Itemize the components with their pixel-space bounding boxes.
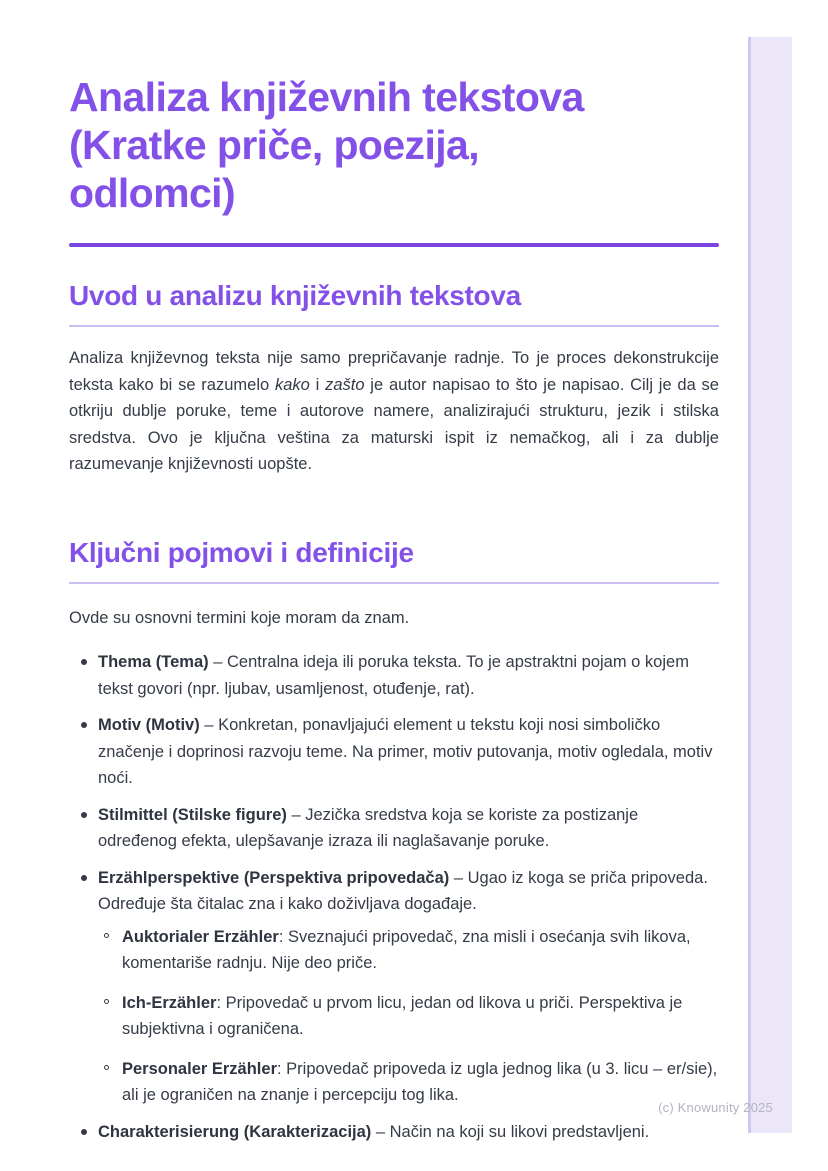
bullet-icon [81,812,87,818]
term-label: Thema (Tema) [98,653,209,671]
list-item-charakterisierung [69,1119,719,1146]
title-divider [69,243,719,247]
list-item-motiv [69,712,719,792]
term-separator: – [286,805,306,824]
paragraph-italic: zašto [325,375,365,394]
paragraph-italic: kako [274,375,310,394]
subterm-separator: : [278,927,288,946]
section-heading-kljucni-pojmovi: Ključni pojmovi i definicije [69,536,414,568]
term-definition: Centralna ideja ili poruka teksta. To je apstraktni pojam o kojem tekst govori (npr. ljubav, usamljenost, otuđenje, rat). [98,653,689,698]
list-item-thema [69,649,719,702]
term-separator: – [371,1122,390,1141]
side-accent-bar [748,37,792,1133]
paragraph-text: i [309,375,326,394]
list-item-erzaehlperspektive [69,865,719,1109]
term-separator: – [208,653,227,671]
circle-bullet-icon [104,933,109,938]
term-separator: – [199,716,219,734]
document-content [69,0,719,1145]
section-divider-uvod [69,325,719,327]
term-definition: Jezička sredstva koja se koriste za postizanje određenog efekta, ulepšavanje izraza ili naglašavanje poruke. [98,805,639,850]
circle-bullet-icon [104,1065,109,1070]
section-divider-kljucni-pojmovi [69,582,719,584]
sublist-item-ich-erzaehler [98,990,719,1043]
subterm-separator: : [216,993,226,1012]
bullet-icon [81,722,87,728]
term-label: Erzählperspektive (Perspektiva pripovedača) [98,868,450,887]
bullet-icon [81,1129,87,1135]
term-definition: Način na koji su likovi predstavljeni. [389,1122,650,1141]
paragraph-text: je autor napisao to što je napisao. Cilj je da se otkriju dublje poruke, teme i autorove namere, analizirajući strukturu, jezik i stilska sredstva. Ovo je ključna veština za maturski ispit iz nemačkog, ali i za dublje razumevanje književnosti uopšte. [69,375,719,473]
perspective-sublist [98,924,719,1109]
subterm-label: Ich-Erzähler [122,993,217,1012]
subterm-separator: : [277,1059,287,1078]
bullet-icon [81,659,87,665]
term-definition: Ugao iz koga se priča pripoveda. Određuje šta čitalac zna i kako doživljava događaje. [98,868,708,913]
term-label: Motiv (Motiv) [98,716,200,734]
term-label: Charakterisierung (Karakterizacija) [98,1122,372,1141]
subterm-definition: Pripovedač pripoveda iz ugla jednog lika (u 3. licu – er/sie), ali je ograničen na znanje i percepciju tog lika. [122,1059,718,1104]
list-item-stilmittel [69,802,719,855]
copyright: (c) Knowunity 2025 [658,1100,773,1115]
terms-list [69,649,719,1145]
circle-bullet-icon [104,999,109,1004]
page-title [69,0,719,217]
subterm-definition: Pripovedač u prvom licu, jedan od likova u priči. Perspektiva je subjektivna i ograničena. [122,993,683,1038]
term-separator: – [449,868,468,887]
subterm-definition: Sveznajući pripovedač, zna misli i osećanja svih likova, komentariše radnju. Nije deo priče. [122,927,691,972]
term-label: Stilmittel (Stilske figure) [98,805,287,824]
intro-paragraph [69,345,719,478]
sublist-item-auktorialer [98,924,719,977]
sublist-item-personaler [98,1056,719,1109]
paragraph-text: Analiza književnog teksta nije samo prepričavanje radnje. To je proces dekonstrukcije teksta kako bi se razumelo [69,349,719,394]
subterm-label: Personaler Erzähler [122,1059,277,1078]
section-heading-uvod: Uvod u analizu književnih tekstova [69,280,521,311]
page-title-line: Analiza književnih tekstova [69,74,584,120]
terms-intro: Ovde su osnovni termini koje moram da znam. [69,608,410,627]
page-title-line: odlomci) [69,170,236,216]
bullet-icon [81,875,87,881]
subterm-label: Auktorialer Erzähler [122,927,279,946]
term-definition: Konkretan, ponavljajući element u tekstu koji nosi simboličko značenje i doprinosi razvoju teme. Na primer, motiv putovanja, motiv ogledala, motiv noći. [98,716,713,787]
page-title-line: (Kratke priče, poezija, [69,122,480,168]
